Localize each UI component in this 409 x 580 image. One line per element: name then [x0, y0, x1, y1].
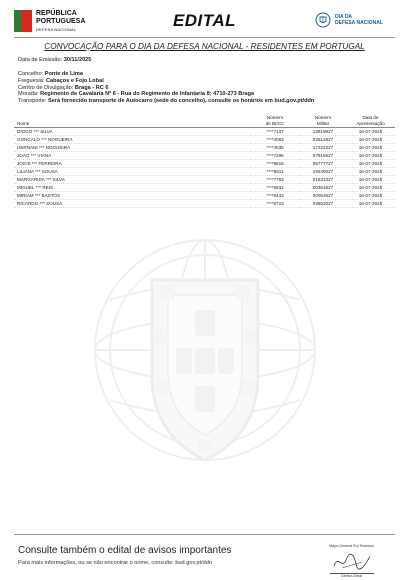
emblem-icon — [315, 12, 331, 28]
header-name: Nome — [14, 114, 250, 128]
table-row — [14, 128, 395, 136]
header-divider — [14, 37, 395, 38]
row-date: 16-07-2026 — [346, 192, 395, 200]
row-date: 16-07-2026 — [346, 200, 395, 208]
row-military: 07916527 — [300, 152, 346, 160]
row-military: 00053627 — [300, 192, 346, 200]
table-row — [14, 144, 395, 152]
coat-of-arms-watermark — [80, 200, 330, 510]
concelho-value: Ponte de Lima — [44, 71, 83, 77]
row-bi: ****7137 — [250, 128, 300, 136]
table-row — [14, 168, 395, 176]
ddn-logo — [315, 12, 399, 32]
ddn-line1: DIA DA — [335, 14, 353, 20]
header-date-line2: Apresentação — [356, 120, 385, 126]
morada-value: Regimento de Cavalaria Nº 6 - Rua do Regimento de Infantaria 8; 4710-273 Braga — [40, 91, 255, 98]
header-bi-line1: Número — [266, 115, 284, 120]
header-mil-line2: Militar — [316, 120, 330, 126]
row-bi: ****8723 — [250, 200, 300, 208]
row-name: MIGUEL *** REIS — [14, 184, 250, 192]
row-bi: ****8632 — [250, 184, 300, 192]
row-military: 01831327 — [300, 176, 346, 184]
row-date: 15-07-2026 — [346, 168, 395, 176]
ministry-name: DEFESA NACIONAL — [36, 27, 77, 32]
centro-value: Braga - RC 6 — [74, 84, 109, 91]
signer-title: Diretor-Geral — [341, 574, 362, 578]
row-bi: ****9433 — [250, 192, 300, 200]
footer — [0, 534, 409, 580]
row-bi: ****7793 — [250, 176, 300, 184]
row-name: JOICE *** FERREIRA — [14, 160, 250, 168]
row-military: 05777727 — [300, 160, 346, 168]
row-date: 16-07-2026 — [346, 136, 395, 144]
convocation-table — [14, 114, 395, 208]
row-name: MIRIAM *** BASTOS — [14, 192, 250, 200]
table-row — [14, 176, 395, 184]
footer-note: Para mais informações, ou se não encontrar o nome, consulte: bud.gov.pt/ddn — [18, 560, 212, 566]
signer-name: Major-General Rui Teodósio — [329, 544, 374, 548]
concelho-label: Concelho: — [18, 71, 44, 77]
header-bi-line2: de BI/CC — [265, 120, 285, 126]
row-military: 19340027 — [300, 168, 346, 176]
freguesia-value: Cabaços e Fojo Lobal — [46, 77, 104, 84]
row-date: 16-07-2026 — [346, 128, 395, 136]
row-military: 03652027 — [300, 200, 346, 208]
header-military — [300, 114, 346, 128]
row-name: GONCALO *** NOGUEIRA — [14, 136, 250, 144]
transporte-value: Será fornecido transporte de Autocarro (sede do concelho), consulte os horários em bud.gov.pt/ddn — [47, 98, 315, 105]
morada-label: Morada: — [18, 91, 39, 98]
signature-block — [314, 544, 389, 576]
emission-value: 30/11/2025 — [63, 57, 92, 63]
emission-label: Data de Emissão: — [18, 57, 63, 63]
row-bi: ****4035 — [250, 144, 300, 152]
table-row — [14, 136, 395, 144]
row-date: 15-07-2026 — [346, 144, 395, 152]
freguesia-label: Freguesia: — [18, 77, 45, 84]
table-row — [14, 160, 395, 168]
convocation-subtitle: CONVOCAÇÃO PARA O DIA DA DEFESA NACIONAL - RESIDENTES EM PORTUGAL — [44, 42, 365, 51]
row-name: LILIANA *** SOUSA — [14, 168, 250, 176]
row-date: 16-07-2026 — [346, 184, 395, 192]
transporte-label: Transporte: — [18, 98, 47, 105]
row-bi: ****8611 — [250, 168, 300, 176]
row-date: 16-07-2026 — [346, 152, 395, 160]
handwritten-signature — [332, 550, 372, 572]
header-date — [346, 114, 395, 128]
header-bi — [250, 114, 300, 128]
page-title: EDITAL — [172, 11, 237, 30]
footer-headline: Consulte também o edital de avisos importantes — [18, 545, 232, 556]
republic-line2: PORTUGUESA — [36, 18, 86, 25]
row-military: 12819927 — [300, 128, 346, 136]
emission-date — [18, 57, 91, 63]
row-military: 17222227 — [300, 144, 346, 152]
table-row — [14, 192, 395, 200]
republic-line1: REPÚBLICA — [36, 10, 77, 17]
header-date-line1: Data de — [362, 115, 379, 120]
header-mil-line1: Número — [314, 115, 332, 120]
row-bi: ****9616 — [250, 160, 300, 168]
row-military: 02512827 — [300, 136, 346, 144]
centro-label: Centro de Divulgação: — [18, 84, 74, 91]
row-military: 00361827 — [300, 184, 346, 192]
row-date: 16-07-2026 — [346, 176, 395, 184]
table-header-row — [14, 114, 395, 128]
location-info — [18, 71, 314, 105]
row-date: 15-07-2026 — [346, 160, 395, 168]
row-name: JOAO *** VIANA — [14, 152, 250, 160]
row-name: MARGARIDA *** SILVA — [14, 176, 250, 184]
ddn-line2: DEFESA NACIONAL — [335, 20, 383, 26]
table-row — [14, 184, 395, 192]
row-bi: ****7296 — [250, 152, 300, 160]
table-row — [14, 152, 395, 160]
row-name: RICARDO *** SOUSA — [14, 200, 250, 208]
row-name: DIOGO *** SILVA — [14, 128, 250, 136]
row-bi: ****4093 — [250, 136, 300, 144]
row-name: HERNANI *** NOGUEIRA — [14, 144, 250, 152]
